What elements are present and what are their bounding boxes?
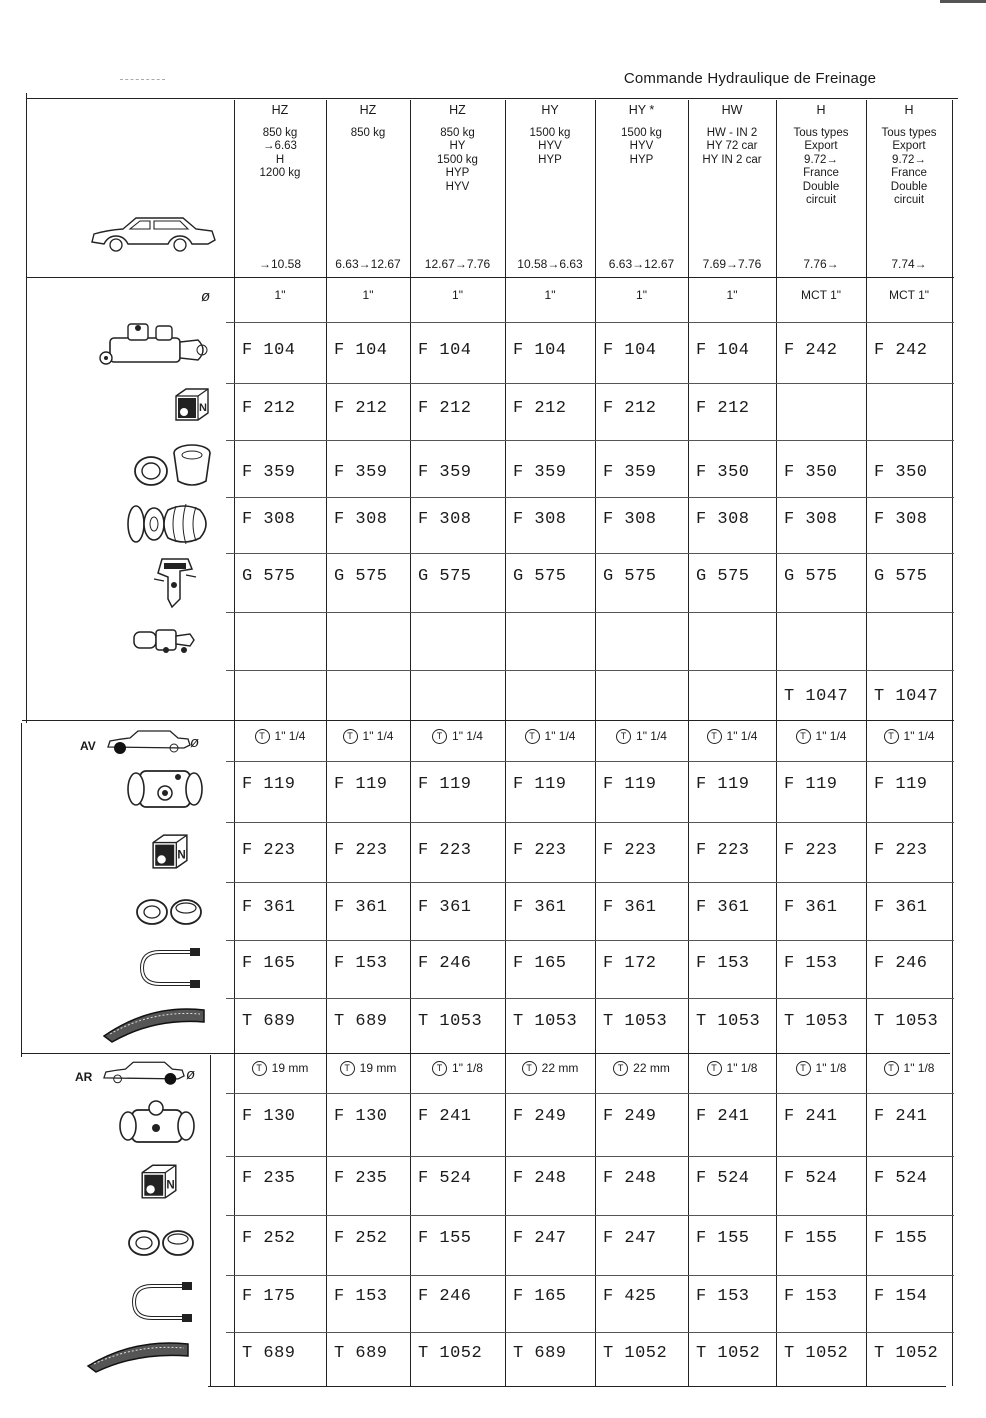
table-cell [326,288,410,302]
column-header [505,104,595,167]
diameter-value: 22 mm [541,1061,579,1075]
diameter-value: 1" [726,288,738,302]
table-cell: F 308 [334,510,388,529]
tube-marker-icon: T [343,729,358,744]
table-cell: F 119 [784,775,838,794]
column-code: HZ [271,103,289,117]
table-cell [410,1061,505,1076]
table-cell: F 524 [784,1169,838,1188]
table-cell: G 575 [418,567,472,586]
table-cell: F 119 [696,775,750,794]
table-cell: F 241 [874,1107,928,1126]
repair-kit-box-icon [138,1162,180,1200]
row-divider [226,1215,954,1216]
table-cell [234,1061,326,1076]
table-cell: F 246 [418,1287,472,1306]
column-divider [952,100,953,1386]
table-cell: F 359 [603,463,657,482]
diameter-value: 22 mm [633,1061,670,1075]
row-divider [226,822,954,823]
table-cell: F 119 [513,775,567,794]
table-cell: F 241 [784,1107,838,1126]
table-cell: F 223 [874,841,928,860]
table-cell: F 361 [603,898,657,917]
serial-range: 10.58→6.63 [517,257,583,271]
table-cell: F 155 [784,1229,838,1248]
table-border-top [26,98,958,99]
table-cell: F 359 [513,463,567,482]
car-side-icon [100,1058,188,1088]
table-cell: F 212 [603,399,657,418]
table-cell: G 575 [874,567,928,586]
cups-icon [132,441,216,491]
page-title: Commande Hydraulique de Freinage [623,70,877,87]
diameter-symbol: ø [186,1066,196,1083]
tube-marker-icon: T [252,1061,267,1076]
table-cell: F 248 [513,1169,567,1188]
diameter-value: 1" [362,288,374,302]
table-cell: T 1053 [696,1012,761,1031]
diameter-symbol: ø [201,288,211,305]
table-cell: T 1053 [874,1012,939,1031]
diameter-value: 1" [274,288,286,302]
table-cell [410,729,505,744]
master-cylinder-icon [96,318,214,373]
car-side-icon [104,727,194,757]
table-cell: G 575 [513,567,567,586]
row-divider [226,1275,954,1276]
table-cell: F 252 [242,1229,296,1248]
diameter-value: 19 mm [359,1061,397,1075]
row-divider [226,1332,954,1333]
tube-marker-icon: T [255,729,270,744]
table-cell: F 223 [242,841,296,860]
row-divider [226,1093,954,1094]
column-header [776,104,866,208]
table-cell: T 689 [334,1344,388,1363]
table-cell: T 1052 [784,1344,849,1363]
row-divider [226,761,954,762]
table-cell: F 223 [418,841,472,860]
table-cell: G 575 [603,567,657,586]
table-cell [410,288,505,302]
table-cell: F 361 [784,898,838,917]
table-cell [505,1061,595,1076]
table-cell: F 361 [242,898,296,917]
diameter-value: 1" 1/8 [452,1061,483,1075]
row-divider [226,497,954,498]
table-cell: F 247 [513,1229,567,1248]
table-cell: F 308 [603,510,657,529]
cups-icon [134,895,206,929]
table-cell: F 175 [242,1287,296,1306]
table-cell: F 359 [334,463,388,482]
table-cell [688,729,776,744]
table-cell: T 1053 [418,1012,483,1031]
row-divider [226,383,954,384]
table-cell: F 361 [418,898,472,917]
table-cell: F 248 [603,1169,657,1188]
ar-label: AR [75,1070,93,1084]
table-cell: F 212 [513,399,567,418]
table-cell: F 223 [784,841,838,860]
table-cell: F 119 [242,775,296,794]
table-cell: F 154 [874,1287,928,1306]
column-description: 850 kg [350,126,386,139]
diameter-value: 1" 1/4 [544,729,576,743]
tube-marker-icon: T [340,1061,355,1076]
table-cell [505,729,595,744]
section-divider [22,1053,950,1054]
column-code: HZ [359,103,377,117]
table-cell: F 425 [603,1287,657,1306]
diameter-value: 1" 1/4 [903,729,935,743]
table-border-bottom [208,1386,946,1387]
diameter-symbol: ø [190,734,200,751]
section-divider [22,720,954,721]
table-cell: F 247 [603,1229,657,1248]
serial-range: 6.63→12.67 [335,257,401,271]
table-cell [595,729,688,744]
table-border-left [26,93,27,723]
table-cell: F 104 [513,341,567,360]
table-cell: F 153 [696,1287,750,1306]
tube-marker-icon: T [432,729,447,744]
column-header [866,104,952,208]
bracket-icon [150,555,200,611]
car-side-icon [88,212,218,257]
table-cell: F 104 [242,341,296,360]
table-cell: T 1052 [418,1344,483,1363]
table-cell: T 689 [242,1012,296,1031]
table-cell: T 1052 [603,1344,668,1363]
table-cell: F 153 [334,954,388,973]
table-border-left [210,1055,211,1387]
table-cell: F 361 [874,898,928,917]
diameter-value: 1" [636,288,647,302]
table-cell: F 153 [334,1287,388,1306]
table-cell: T 1052 [874,1344,939,1363]
table-cell: F 119 [418,775,472,794]
table-cell: F 308 [784,510,838,529]
table-cell: F 119 [334,775,388,794]
table-cell: F 361 [696,898,750,917]
table-cell: F 153 [784,1287,838,1306]
tube-marker-icon: T [522,1061,537,1076]
table-cell [776,288,866,302]
repair-kit-box-icon [172,386,212,422]
tube-marker-icon: T [707,1061,722,1076]
diameter-value: 1" 1/8 [815,1061,847,1075]
tube-marker-icon: T [707,729,722,744]
table-cell [326,1061,410,1076]
table-cell: F 308 [696,510,750,529]
svg-text:N: N [166,1179,175,1192]
diameter-value: 19 mm [271,1061,309,1075]
wheel-cylinder-icon [116,1098,200,1150]
cups-icon [126,1226,198,1260]
table-cell: T 689 [513,1344,567,1363]
column-description: HW - IN 2 HY 72 car HY IN 2 car [702,126,762,166]
row-divider [226,670,954,671]
row-divider [226,322,954,323]
stoplight-switch-icon [128,622,200,658]
table-cell: F 104 [696,341,750,360]
table-cell: T 1052 [696,1344,761,1363]
diameter-value: 1" 1/4 [274,729,306,743]
table-cell: F 104 [603,341,657,360]
table-cell: F 104 [418,341,472,360]
table-cell: F 223 [603,841,657,860]
row-divider [226,612,954,613]
table-cell: T 1053 [784,1012,849,1031]
table-cell [505,288,595,302]
diameter-value: 1" 1/4 [362,729,394,743]
serial-range: 12.67→7.76 [424,257,491,271]
column-code: HZ [449,103,466,117]
table-cell: T 1053 [513,1012,578,1031]
column-code: H [904,103,914,117]
table-cell: G 575 [696,567,750,586]
column-code: HY [541,103,559,117]
table-cell: F 350 [874,463,928,482]
table-cell: F 308 [418,510,472,529]
table-cell [866,288,952,302]
table-cell: F 308 [874,510,928,529]
brake-hose-icon [130,1276,196,1326]
table-cell: F 241 [696,1107,750,1126]
column-header [688,104,776,167]
table-cell: F 359 [242,463,296,482]
column-code: H [816,103,826,117]
table-cell [776,1061,866,1076]
table-cell: F 235 [242,1169,296,1188]
column-code: HW [721,103,743,117]
seals-icon [126,500,216,548]
table-cell: F 524 [418,1169,472,1188]
row-divider [226,940,954,941]
table-cell: F 350 [784,463,838,482]
table-cell [234,729,326,744]
brake-shoe-icon [84,1336,192,1376]
column-description: 1500 kg HYV HYP [621,126,662,166]
table-cell: F 223 [696,841,750,860]
table-cell: T 1047 [874,687,939,706]
table-cell [776,729,866,744]
serial-range: 7.76→ [803,257,839,271]
diameter-value: 1" 1/8 [903,1061,935,1075]
table-cell: F 212 [696,399,750,418]
brake-shoe-icon [100,1004,208,1044]
table-cell [866,1061,952,1076]
tube-marker-icon: T [796,729,811,744]
serial-range: 7.69→7.76 [702,257,762,271]
table-cell: T 689 [334,1012,388,1031]
table-cell [688,1061,776,1076]
table-cell: F 165 [513,954,567,973]
svg-text:N: N [177,848,186,862]
svg-text:N: N [199,402,207,414]
brake-hose-icon [138,942,204,992]
table-cell: F 165 [242,954,296,973]
tube-marker-icon: T [884,729,899,744]
column-description: Tous types Export 9.72→ France Double circuit [881,126,937,206]
table-cell: F 155 [418,1229,472,1248]
table-cell: F 212 [418,399,472,418]
table-cell: F 155 [696,1229,750,1248]
diameter-value: 1" 1/4 [815,729,847,743]
row-divider [226,882,954,883]
column-header [410,104,505,194]
table-cell: F 350 [696,463,750,482]
tube-marker-icon: T [613,1061,628,1076]
table-cell: T 1053 [603,1012,668,1031]
table-cell [595,1061,688,1076]
table-cell: F 212 [242,399,296,418]
row-divider [226,553,954,554]
table-cell: T 1047 [784,687,849,706]
table-cell: F 241 [418,1107,472,1126]
tube-marker-icon: T [432,1061,447,1076]
table-cell: F 119 [603,775,657,794]
table-cell: F 249 [513,1107,567,1126]
row-divider [226,440,954,441]
table-cell: F 246 [874,954,928,973]
row-divider [226,1156,954,1157]
table-cell: F 155 [874,1229,928,1248]
table-cell: T 689 [242,1344,296,1363]
table-cell: F 361 [513,898,567,917]
table-cell [595,288,688,302]
table-cell: G 575 [334,567,388,586]
column-description: Tous types Export 9.72→ France Double circuit [793,126,849,206]
table-cell: F 223 [334,841,388,860]
table-cell [688,288,776,302]
diameter-value: 1" 1/4 [452,729,483,743]
diameter-value: 1" 1/4 [726,729,758,743]
table-cell: F 242 [874,341,928,360]
table-cell: F 242 [784,341,838,360]
table-border-left [21,723,22,1057]
tube-marker-icon: T [525,729,540,744]
table-cell: F 165 [513,1287,567,1306]
table-cell: F 153 [784,954,838,973]
tube-marker-icon: T [884,1061,899,1076]
column-description: 850 kg →6.63 H 1200 kg [259,126,301,179]
table-cell: F 130 [242,1107,296,1126]
diameter-value: 1" 1/4 [636,729,667,743]
scan-artifact [120,79,165,80]
table-cell: F 359 [418,463,472,482]
table-cell: F 524 [874,1169,928,1188]
scan-artifact [940,0,986,3]
table-cell: F 119 [874,775,928,794]
tube-marker-icon: T [616,729,631,744]
diameter-value: 1" 1/8 [726,1061,758,1075]
table-cell: G 575 [242,567,296,586]
table-cell: F 308 [513,510,567,529]
column-header [595,104,688,167]
table-cell: G 575 [784,567,838,586]
row-divider [226,998,954,999]
section-divider [26,277,954,278]
column-header [234,104,326,181]
table-cell [866,729,952,744]
diameter-value: 1" [544,288,556,302]
table-cell [234,288,326,302]
repair-kit-box-icon [148,832,192,870]
table-cell: F 252 [334,1229,388,1248]
table-cell [326,729,410,744]
av-label: AV [80,739,96,753]
serial-range: 6.63→12.67 [608,257,675,271]
column-description: 1500 kg HYV HYP [529,126,571,166]
diameter-value: MCT 1" [800,288,842,302]
table-cell: F 308 [242,510,296,529]
column-description: 850 kg HY 1500 kg HYP HYV [437,126,478,193]
serial-range: 7.74→ [891,257,927,271]
table-cell: F 153 [696,954,750,973]
diameter-value: MCT 1" [888,288,930,302]
table-cell: F 104 [334,341,388,360]
table-cell: F 249 [603,1107,657,1126]
table-cell: F 172 [603,954,657,973]
table-cell: F 130 [334,1107,388,1126]
tube-marker-icon: T [796,1061,811,1076]
table-cell: F 361 [334,898,388,917]
diameter-value: 1" [452,288,463,302]
wheel-cylinder-icon [124,763,208,815]
serial-range: →10.58 [258,257,302,271]
column-code: HY * [628,103,655,117]
column-header [326,104,410,140]
table-cell: F 246 [418,954,472,973]
table-cell: F 223 [513,841,567,860]
table-cell: F 524 [696,1169,750,1188]
table-cell: F 212 [334,399,388,418]
table-cell: F 235 [334,1169,388,1188]
